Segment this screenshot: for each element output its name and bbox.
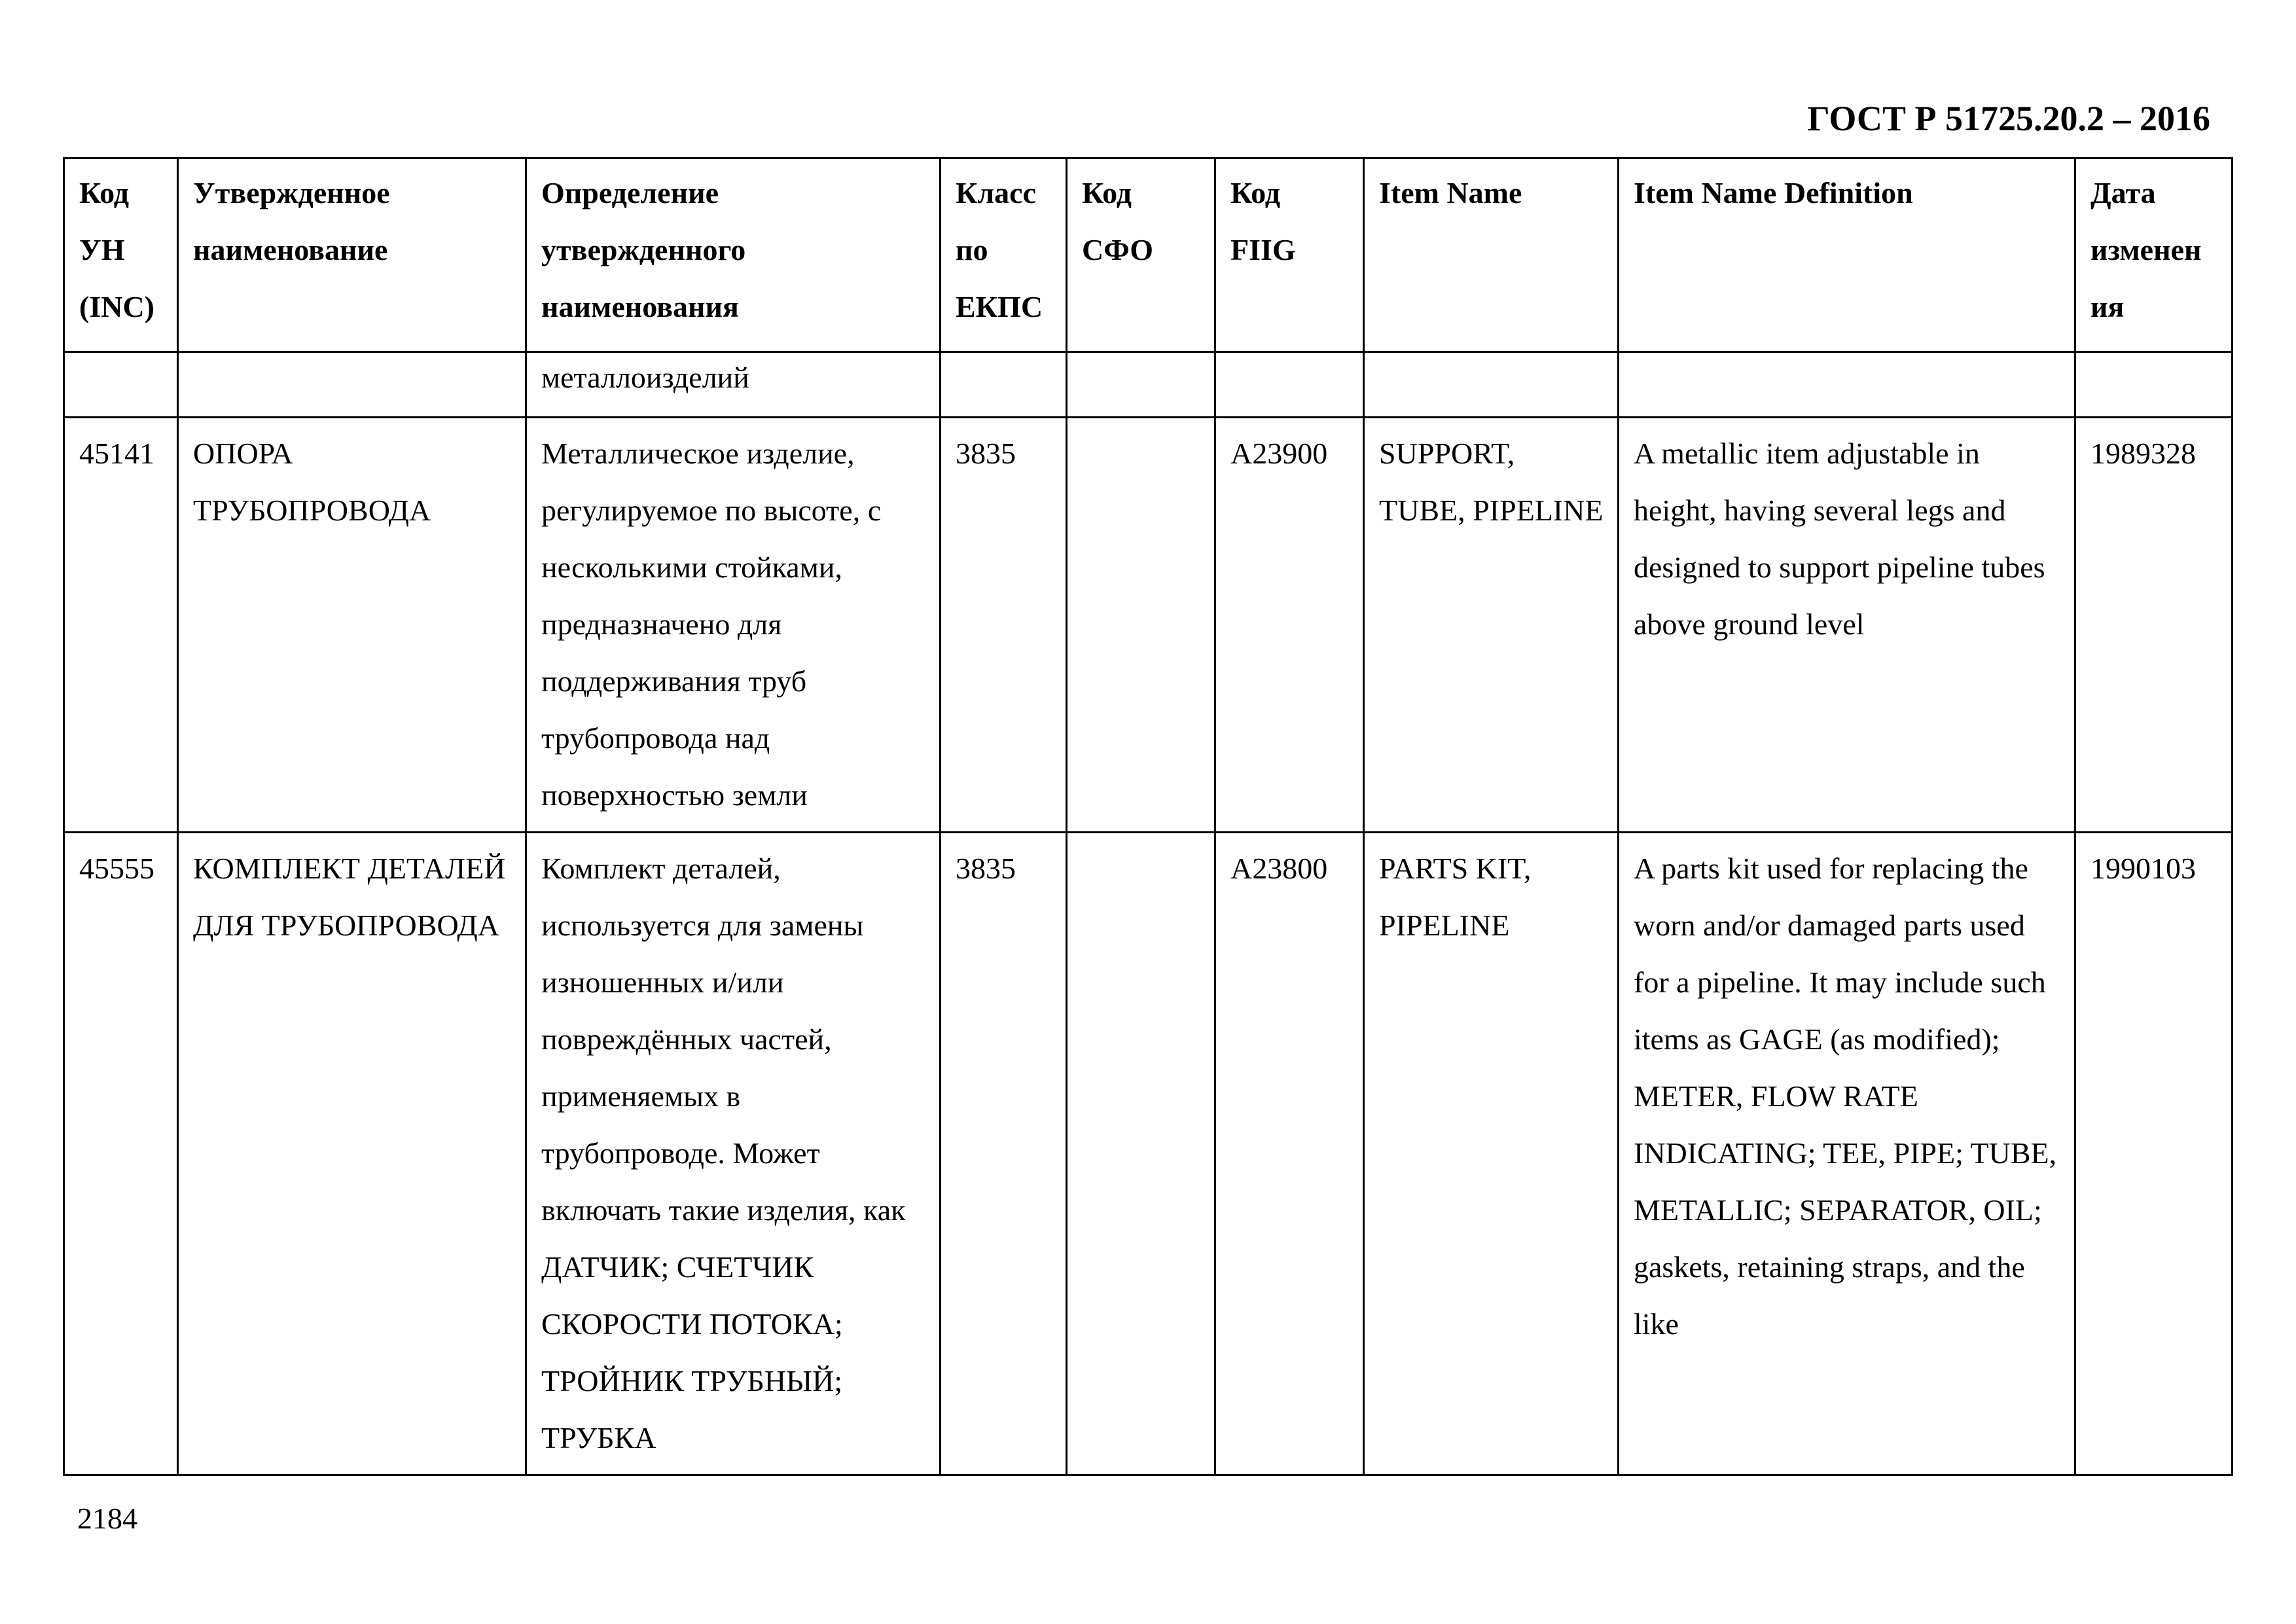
cell-fiig: A23800 — [1215, 833, 1364, 1475]
cell-sfo — [1067, 833, 1215, 1475]
cell-class: 3835 — [941, 833, 1067, 1475]
cell-name: КОМПЛЕКТ ДЕТАЛЕЙ ДЛЯ ТРУБОПРОВОДА — [178, 833, 526, 1475]
header-inc: Код УН (INC) — [64, 158, 178, 352]
cell-item-name-definition: A metallic item adjustable in height, having several legs and designed to support pipeline tubes above ground level — [1619, 418, 2075, 833]
table-row-continued — [64, 352, 2233, 418]
document-code: ГОСТ Р 51725.20.2 – 2016 — [1807, 99, 2210, 138]
cell-date: 1989328 — [2075, 418, 2233, 833]
page-number: 2184 — [77, 1502, 137, 1535]
header-change-date: Дата изменен ия — [2075, 158, 2233, 352]
cell-inc: 45141 — [64, 418, 178, 833]
cell-definition: металлоизделий — [526, 352, 941, 418]
header-item-name: Item Name — [1364, 158, 1619, 352]
header-class: Класс по ЕКПС — [941, 158, 1067, 352]
cell-item-name: PARTS KIT, PIPELINE — [1364, 833, 1619, 1475]
cell-item-name — [1364, 352, 1619, 418]
header-fiig-code: Код FIIG — [1215, 158, 1364, 352]
table-row — [64, 833, 2233, 1475]
cell-item-name: SUPPORT, TUBE, PIPELINE — [1364, 418, 1619, 833]
cell-name — [178, 352, 526, 418]
cell-sfo — [1067, 418, 1215, 833]
cell-fiig — [1215, 352, 1364, 418]
cell-inc: 45555 — [64, 833, 178, 1475]
nomenclature-table — [63, 157, 2233, 1476]
table-row — [64, 418, 2233, 833]
table-header-row — [64, 158, 2233, 352]
cell-item-name-definition — [1619, 352, 2075, 418]
header-name-definition: Определение утвержденного наименования — [526, 158, 941, 352]
cell-date: 1990103 — [2075, 833, 2233, 1475]
cell-name: ОПОРА ТРУБОПРОВОДА — [178, 418, 526, 833]
cell-date — [2075, 352, 2233, 418]
header-approved-name: Утвержденное наименование — [178, 158, 526, 352]
cell-fiig: A23900 — [1215, 418, 1364, 833]
cell-class: 3835 — [941, 418, 1067, 833]
cell-sfo — [1067, 352, 1215, 418]
cell-class — [941, 352, 1067, 418]
cell-definition: Комплект деталей, используется для замены изношенных и/или повреждённых частей, применяемых в трубопроводе. Может включать такие изделия, как ДАТЧИК; СЧЕТЧИК СКОРОСТИ ПОТОКА; ТРОЙНИК ТРУБНЫЙ; ТРУБКА — [526, 833, 941, 1475]
header-item-name-definition: Item Name Definition — [1619, 158, 2075, 352]
header-sfo-code: Код СФО — [1067, 158, 1215, 352]
cell-inc — [64, 352, 178, 418]
cell-item-name-definition: A parts kit used for replacing the worn and/or damaged parts used for a pipeline. It may include such items as GAGE (as modified); METER, FLOW RATE INDICATING; TEE, PIPE; TUBE, METALLIC; SEPARATOR, OIL; gaskets, retaining straps, and the like — [1619, 833, 2075, 1475]
cell-definition: Металлическое изделие, регулируемое по высоте, с несколькими стойками, предназначено для поддерживания труб трубопровода над поверхностью земли — [526, 418, 941, 833]
